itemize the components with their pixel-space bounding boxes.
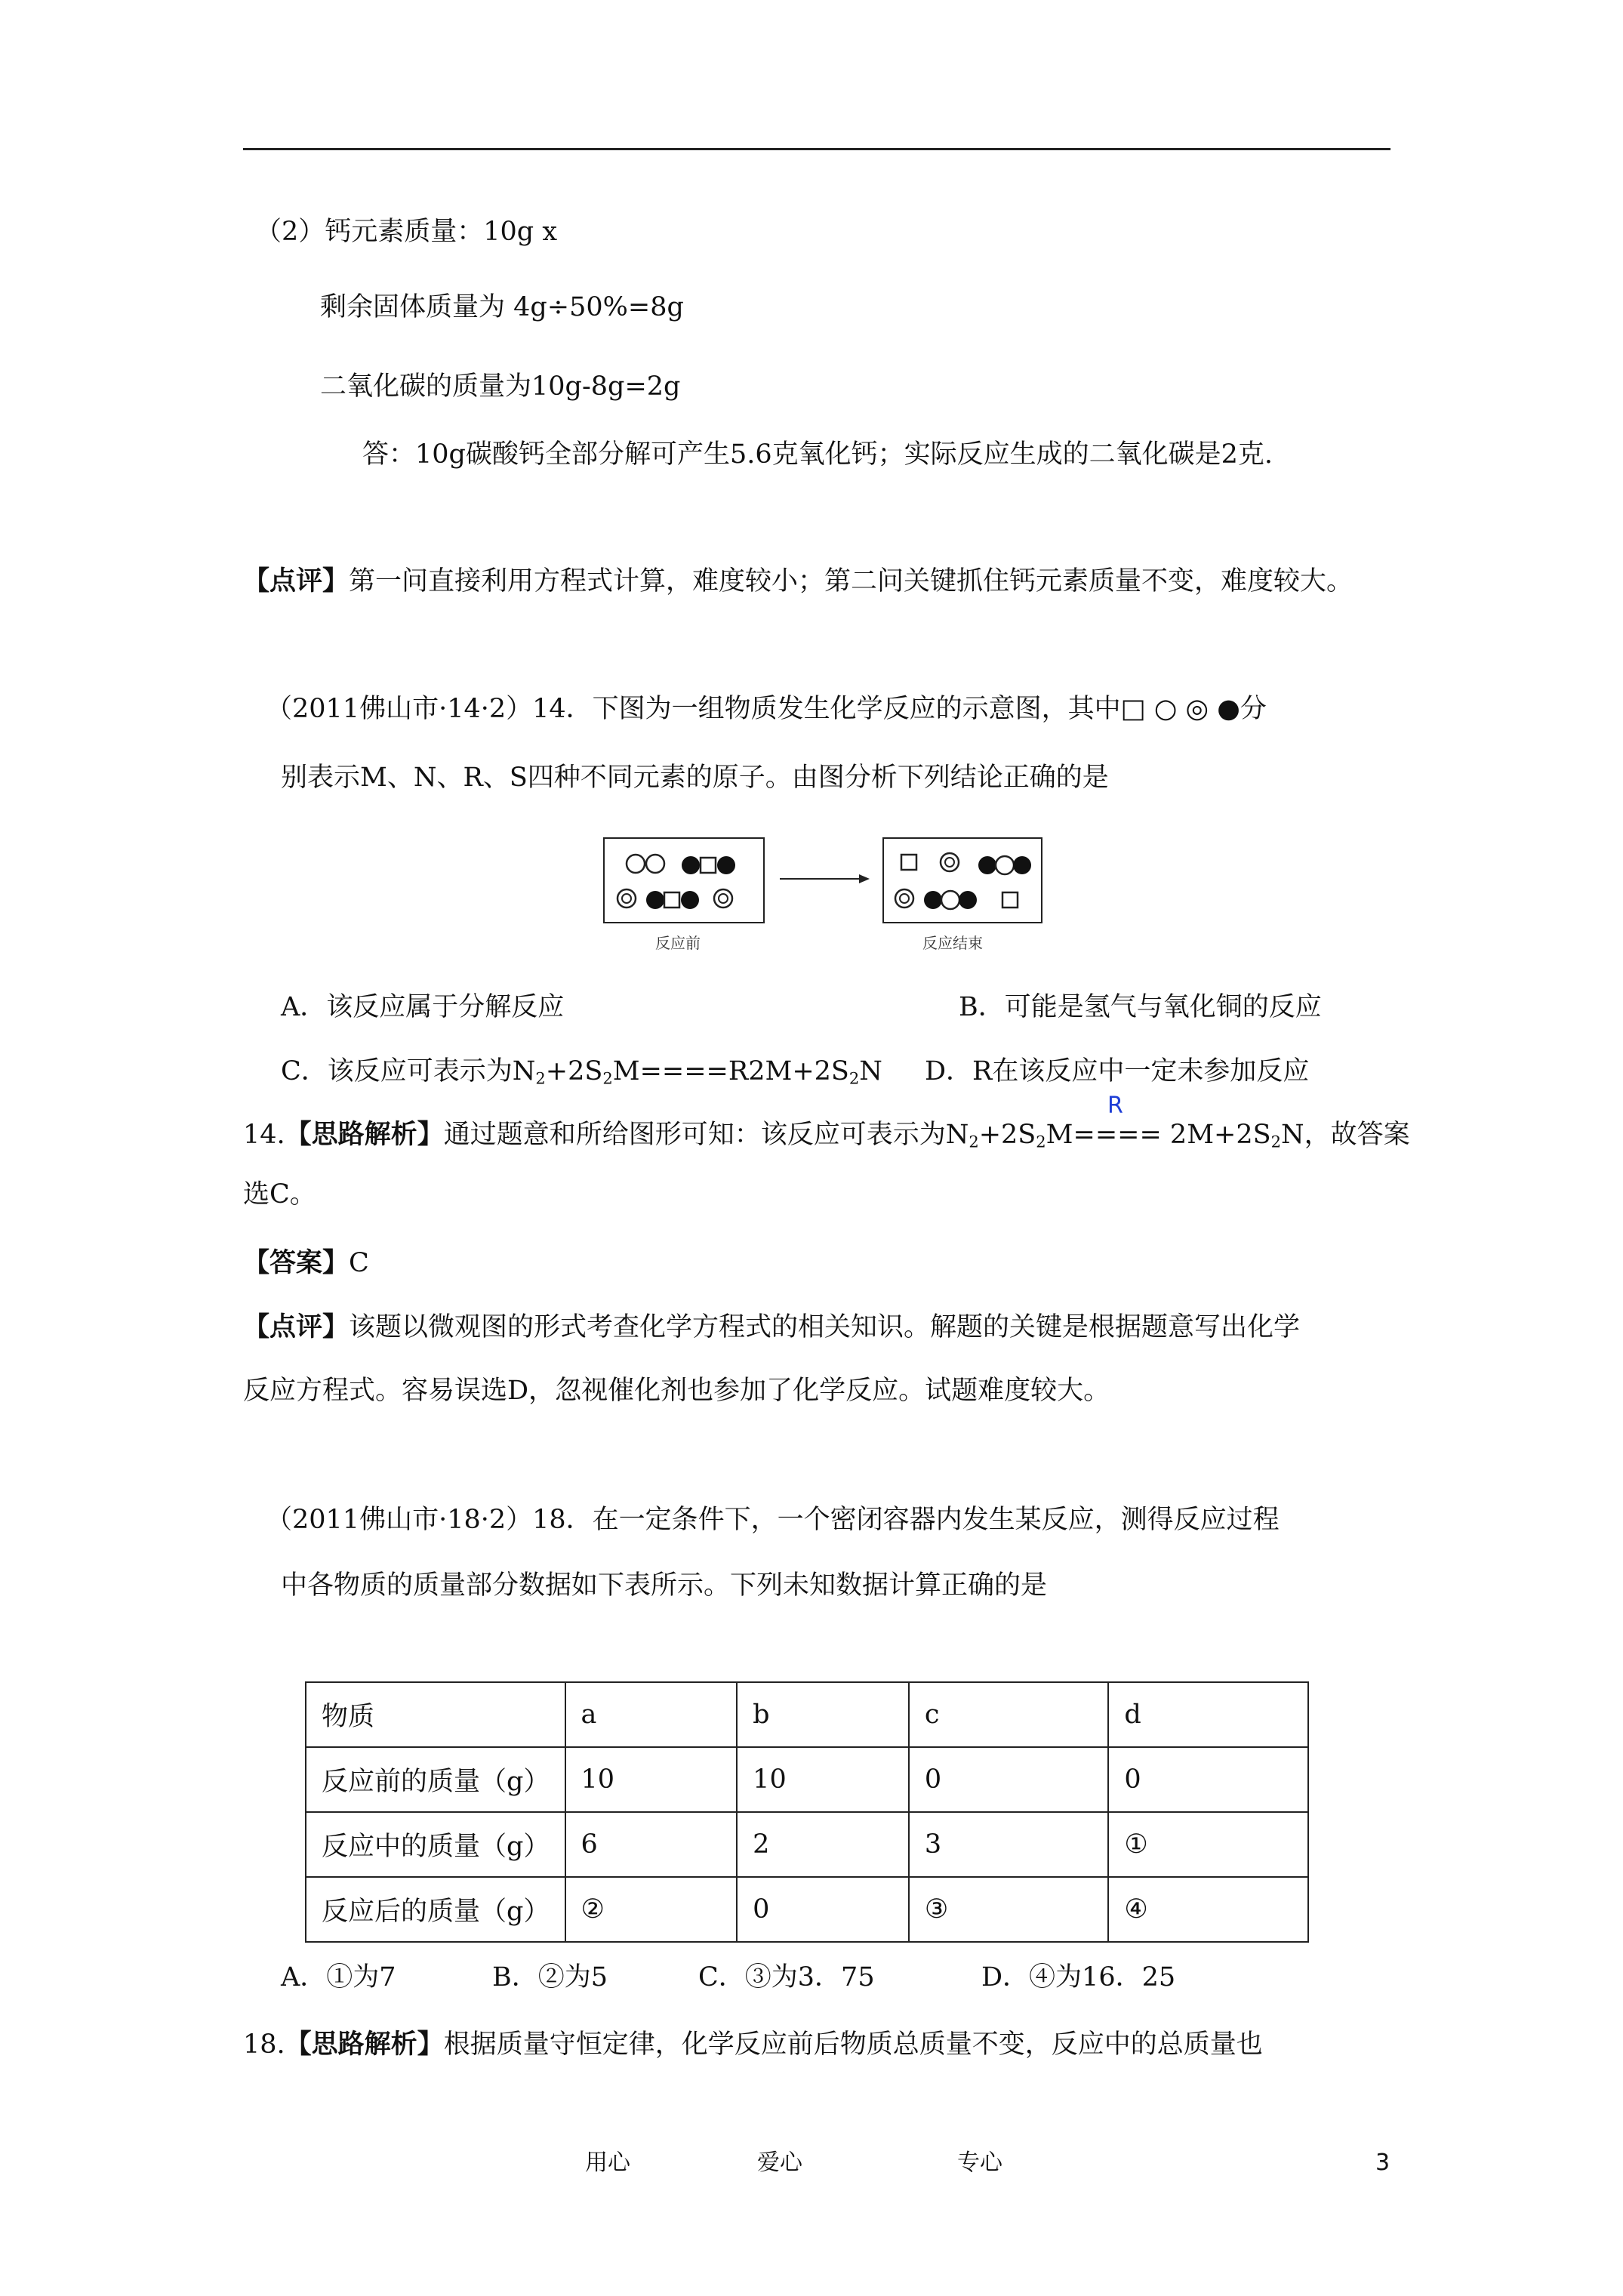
r-atom — [617, 889, 636, 908]
s-atom — [646, 891, 664, 909]
q14-analysis-line-2: 选C。 — [243, 1179, 316, 1210]
footer-word-1: 用心 — [585, 2150, 630, 2176]
table-cell: ③ — [909, 1877, 1109, 1942]
s-atom — [1013, 856, 1031, 874]
calc-line-3: 二氧化碳的质量为10g-8g=2g — [320, 371, 681, 402]
q18-option-d: D．④为16．25 — [981, 1962, 1176, 1992]
n-atom — [996, 856, 1014, 874]
catalyst-label: R — [1107, 1093, 1123, 1119]
table-cell: 反应中的质量（g） — [306, 1812, 565, 1877]
s-atom — [717, 856, 735, 874]
table-cell: 3 — [909, 1812, 1109, 1877]
arrow-head — [859, 874, 870, 883]
after-label: 反应结束 — [922, 934, 983, 952]
q18-analysis: 18.【思路解析】根据质量守恒定律，化学反应前后物质总质量不变，反应中的总质量也 — [243, 2029, 1263, 2060]
before-box — [604, 838, 764, 923]
n-atom — [627, 855, 645, 873]
r-atom-inner — [719, 894, 728, 903]
table-cell: 反应后的质量（g） — [306, 1877, 565, 1942]
table-cell: ② — [565, 1877, 738, 1942]
r-atom-inner — [622, 894, 631, 903]
table-cell: 0 — [737, 1877, 909, 1942]
r-atom — [895, 889, 913, 908]
q18-option-c: C．③为3．75 — [698, 1962, 875, 1992]
q14-option-d: D．R在该反应中一定未参加反应 — [925, 1056, 1310, 1086]
s-atom — [682, 856, 700, 874]
table-cell: 0 — [909, 1747, 1109, 1812]
m-atom — [664, 892, 679, 908]
table-cell: 2 — [737, 1812, 909, 1877]
table-row — [306, 1812, 1308, 1877]
comment-tag: 【点评】 — [243, 566, 350, 596]
s-atom — [978, 856, 996, 874]
reaction-diagram — [596, 831, 1049, 959]
page-number: 3 — [1375, 2150, 1390, 2176]
table-cell: 0 — [1108, 1747, 1308, 1812]
q14-option-c: C．该反应可表示为$N_2+2S_2M====R2M+2S_2N$ — [281, 1056, 882, 1088]
n-atom — [941, 891, 959, 909]
q14-answer: 【答案】C — [243, 1247, 369, 1278]
table-cell: 10 — [565, 1747, 738, 1812]
q18-option-b: B．②为5 — [492, 1962, 608, 1992]
footer-word-2: 爱心 — [757, 2150, 802, 2176]
after-box — [883, 838, 1042, 923]
q14-option-a: A．该反应属于分解反应 — [281, 992, 565, 1022]
table-cell: 10 — [737, 1747, 909, 1812]
before-label: 反应前 — [655, 934, 701, 952]
table-cell: ① — [1108, 1812, 1308, 1877]
header-rule — [243, 148, 1390, 150]
m-atom — [901, 855, 916, 870]
table-row — [306, 1682, 1308, 1747]
table-cell: ④ — [1108, 1877, 1308, 1942]
q18-option-a: A．①为7 — [281, 1962, 396, 1992]
calc-line-1: （2）钙元素质量：10g x — [255, 217, 558, 247]
r-atom-inner — [945, 858, 954, 867]
table-cell: d — [1108, 1682, 1308, 1747]
comment-text: 第一问直接利用方程式计算，难度较小；第二问关键抓住钙元素质量不变，难度较大。 — [349, 566, 1354, 596]
m-atom — [701, 858, 716, 873]
answer-line: 答：10g碳酸钙全部分解可产生5.6克氧化钙；实际反应生成的二氧化碳是2克. — [362, 439, 1273, 470]
q14-comment-1: 【点评】该题以微观图的形式考查化学方程式的相关知识。解题的关键是根据题意写出化学 — [243, 1311, 1301, 1342]
table-cell: 反应前的质量（g） — [306, 1747, 565, 1812]
q14-analysis-line-1: 14.【思路解析】通过题意和所给图形可知：该反应可表示为$N_2+2S_2M==== 2M+2S_2N$，故答案 — [243, 1119, 1410, 1151]
q14-comment-2: 反应方程式。容易误选D，忽视催化剂也参加了化学反应。试题难度较大。 — [243, 1376, 1110, 1406]
footer-word-3: 专心 — [957, 2150, 1002, 2176]
q14-option-b: B．可能是氢气与氧化铜的反应 — [959, 992, 1322, 1022]
s-atom — [959, 891, 977, 909]
m-atom — [1002, 892, 1018, 908]
q18-stem-2: 中各物质的质量部分数据如下表所示。下列未知数据计算正确的是 — [281, 1570, 1048, 1601]
table-cell: c — [909, 1682, 1109, 1747]
n-atom — [646, 855, 664, 873]
table-row — [306, 1747, 1308, 1812]
mass-table — [305, 1681, 1309, 1943]
q14-stem-2: 别表示M、N、R、S四种不同元素的原子。由图分析下列结论正确的是 — [281, 763, 1109, 793]
table-row — [306, 1877, 1308, 1942]
table-cell: 6 — [565, 1812, 738, 1877]
calc-line-2: 剩余固体质量为 4g÷50%=8g — [320, 292, 684, 322]
table-cell: a — [565, 1682, 738, 1747]
s-atom — [681, 891, 699, 909]
r-atom-inner — [900, 894, 909, 903]
table-cell: 物质 — [306, 1682, 565, 1747]
s-atom — [924, 891, 942, 909]
comment-1 — [243, 568, 1353, 595]
q18-stem-1: （2011佛山市·18·2）18．在一定条件下，一个密闭容器内发生某反应，测得反应过程 — [266, 1505, 1280, 1535]
table-cell: b — [737, 1682, 909, 1747]
r-atom — [941, 853, 959, 871]
q14-stem-1: （2011佛山市·14·2）14．下图为一组物质发生化学反应的示意图，其中□ ○ ◎ ●分 — [266, 694, 1267, 724]
r-atom — [714, 889, 732, 908]
